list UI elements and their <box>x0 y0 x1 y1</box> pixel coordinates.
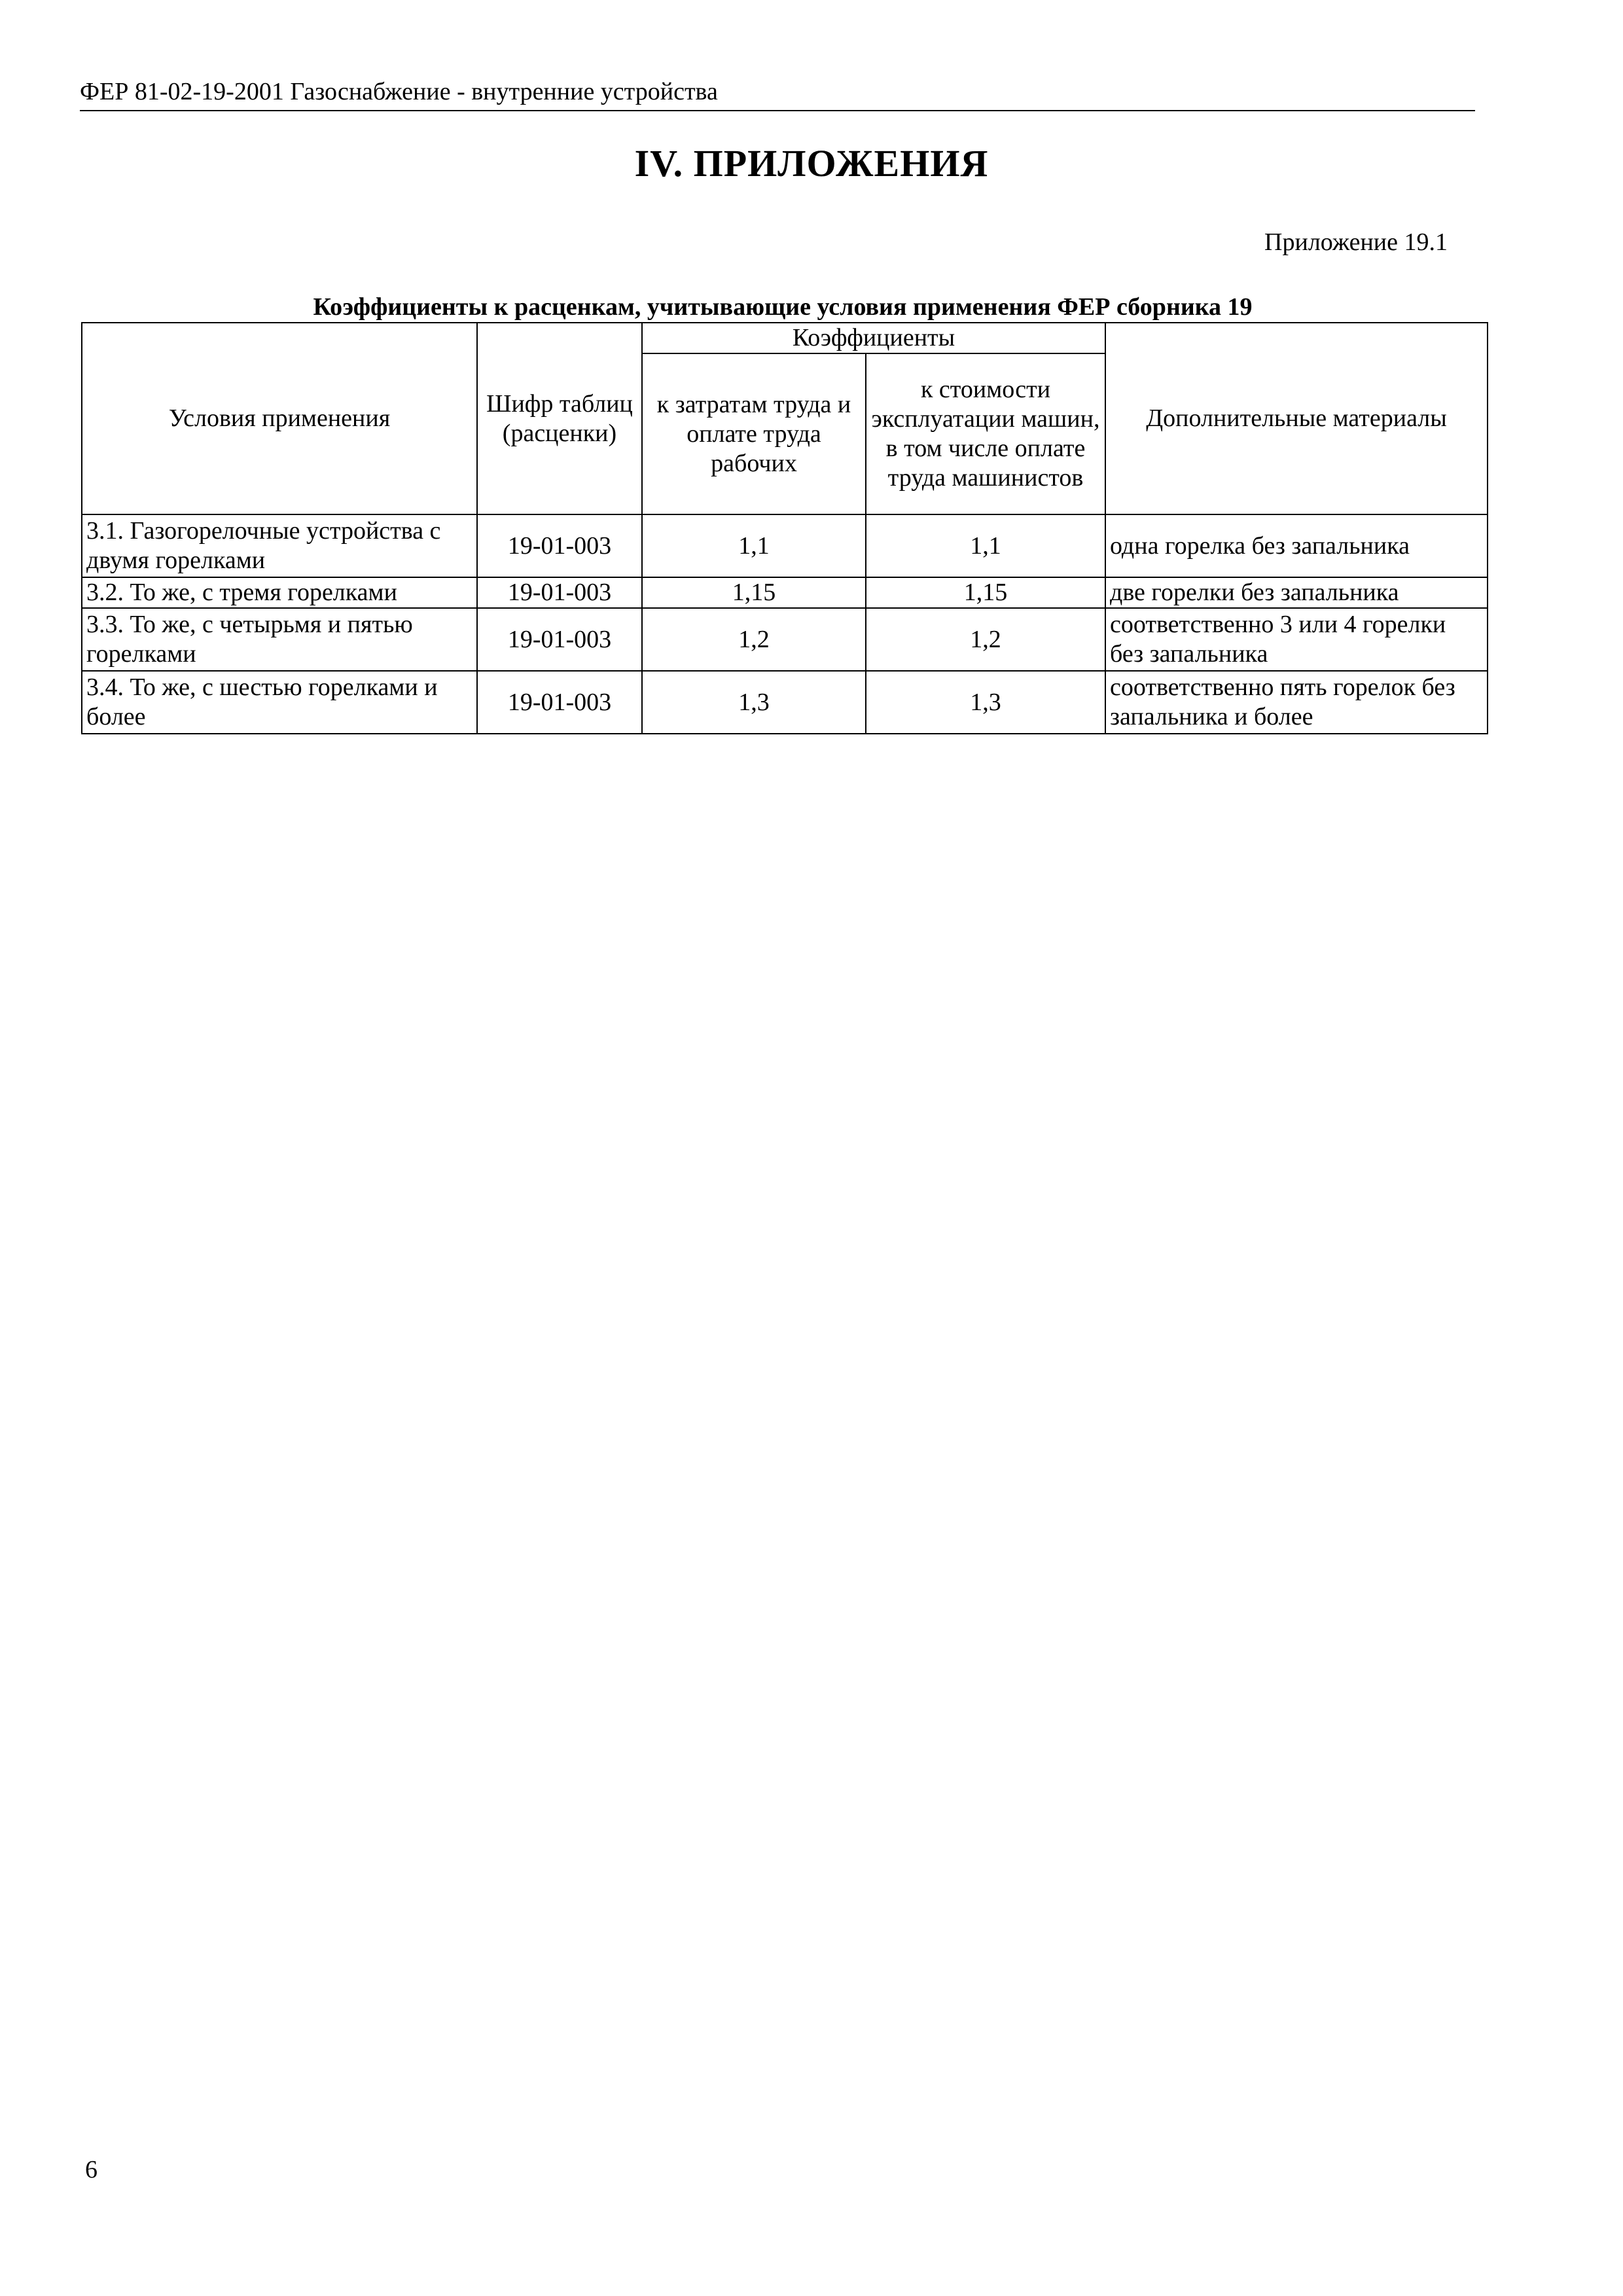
running-header: ФЕР 81-02-19-2001 Газоснабжение - внутренние устройства <box>80 73 1475 111</box>
condition-cell: 3.1. Газогорелочные устройства с двумя горелками <box>82 514 477 577</box>
machines-coef-cell: 1,1 <box>866 514 1105 577</box>
machines-coef-cell: 1,15 <box>866 577 1105 608</box>
condition-cell: 3.4. То же, с шестью горелками и более <box>82 671 477 734</box>
table-row <box>82 577 1488 608</box>
materials-cell: две горелки без запальника <box>1105 577 1488 608</box>
table-row <box>82 514 1488 577</box>
code-cell: 19-01-003 <box>477 671 642 734</box>
code-cell: 19-01-003 <box>477 608 642 671</box>
header-coefficients: Коэффициенты <box>642 323 1105 353</box>
table-row <box>82 608 1488 671</box>
table-caption: Коэффициенты к расценкам, учитывающие условия применения ФЕР сборника 19 <box>313 293 1253 321</box>
table-row <box>82 671 1488 734</box>
page-number: 6 <box>85 2156 98 2183</box>
header-conditions: Условия применения <box>82 323 477 514</box>
labor-coef-cell: 1,15 <box>642 577 866 608</box>
labor-coef-cell: 1,1 <box>642 514 866 577</box>
table-header-row <box>82 323 1488 353</box>
labor-coef-cell: 1,2 <box>642 608 866 671</box>
appendix-reference: Приложение 19.1 <box>1264 228 1448 256</box>
condition-cell: 3.2. То же, с тремя горелками <box>82 577 477 608</box>
materials-cell: соответственно 3 или 4 горелки без запальника <box>1105 608 1488 671</box>
condition-cell: 3.3. То же, с четырьмя и пятью горелками <box>82 608 477 671</box>
header-materials: Дополнительные материалы <box>1105 323 1488 514</box>
header-labor: к затратам труда и оплате труда рабочих <box>642 353 866 514</box>
machines-coef-cell: 1,2 <box>866 608 1105 671</box>
header-code: Шифр таблиц (расценки) <box>477 323 642 514</box>
section-title: IV. ПРИЛОЖЕНИЯ <box>634 142 989 185</box>
machines-coef-cell: 1,3 <box>866 671 1105 734</box>
labor-coef-cell: 1,3 <box>642 671 866 734</box>
materials-cell: соответственно пять горелок без запальника и более <box>1105 671 1488 734</box>
coefficients-table <box>81 322 1488 734</box>
header-machines: к стоимости эксплуатации машин, в том числе оплате труда машинистов <box>866 353 1105 514</box>
materials-cell: одна горелка без запальника <box>1105 514 1488 577</box>
code-cell: 19-01-003 <box>477 514 642 577</box>
code-cell: 19-01-003 <box>477 577 642 608</box>
